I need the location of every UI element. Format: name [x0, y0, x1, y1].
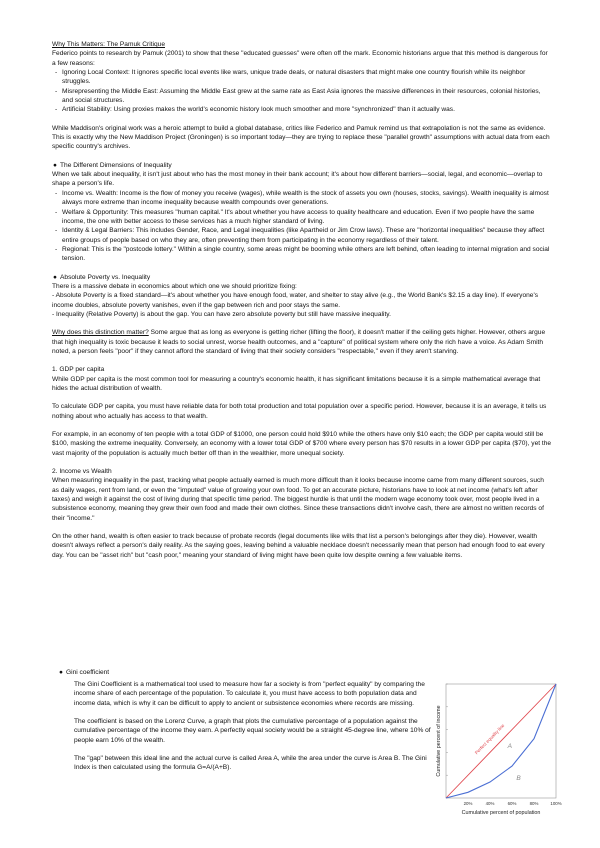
area-a-label: A	[507, 742, 512, 750]
x-axis-title: Cumulative percent of population	[461, 810, 541, 816]
bullet-icon: ●	[53, 273, 57, 281]
pamuk-intro: Federico points to research by Pamuk (2001) to show that these "educated guesses" were often off the mark. Economic historians argue that this method is dangerous for a few reasons:	[52, 50, 548, 67]
list-item: - Income vs. Wealth: Income is the flow of money you receive (wages), while wealth is the stock of assets you own (houses, stocks, savings). Wealth inequality is almost always more extreme than income inequality because wealth compounds over generations.	[52, 189, 552, 208]
gini-p3: The "gap" between this ideal line and the actual curve is called Area A, while the area under the curve is Area B. The Gini Index is then calculated using the formula G=A/(A+B).	[74, 755, 427, 772]
gini-p1: The Gini Coefficient is a mathematical tool used to measure how far a society is from "perfect equality" by comparing the income share of each percentage of the population. To calculate it, you must have access to both population data and income data, which is why it can be difficult to apply to ancient or subsistence economies where records are missing.	[74, 681, 425, 707]
gini-p2: The coefficient is based on the Lorenz Curve, a graph that plots the cumulative percentage of a population against the cumulative percentage of the income they earn. A perfectly equal society would be a straight 45-degree line, where 10% of people earn 10% of the wealth.	[74, 718, 431, 744]
dimensions-list	[52, 189, 552, 264]
list-item: - Artificial Stability: Using proxies makes the world's economic history look much smoother and more "synchronized" than it actually was.	[52, 105, 552, 114]
why-text: Some argue that as long as everyone is getting richer (lifting the floor), it doesn't matter if the ceiling gets higher. However, others argue that high inequality is toxic because it leads to social unrest, worse health outcomes, and a "capture" of political system where only the rich have a voice. As Adam Smith noted, a person feels "poor" if they cannot afford the standard of living that their society considers "respectable," even if they aren't starving.	[52, 329, 546, 355]
income-wealth-p2: On the other hand, wealth is often easier to track because of probate records (legal documents like wills that list a person's belongings after they die). However, wealth doesn't always reflect a person's daily reality. As the saying goes, leaving behind a valuable necklace doesn't necessarily mean that person had enough food to eat every day. You can be "asset rich" but "cash poor," meaning your standard of living might have been quite low despite owning a few valuable items.	[52, 533, 545, 559]
section-title-poverty	[52, 273, 552, 282]
list-item: - Ignoring Local Context: It ignores specific local events like wars, unique trade deals, or natural disasters that might make one country flourish while its neighbor struggles.	[52, 68, 552, 87]
gdp-p1: While GDP per capita is the most common tool for measuring a country's economic health, it has significant limitations because it is a simple mathematical average that hides the actual distribution of wealth.	[52, 375, 541, 392]
equality-line-label: Perfect equality line	[473, 723, 506, 756]
bullet-icon: ●	[53, 161, 57, 169]
x-tick-label: 20%	[463, 801, 473, 806]
poverty-intro: There is a massive debate in economics about which one we should prioritize fixing:	[52, 282, 297, 290]
pamuk-list	[52, 68, 552, 115]
gdp-p3: For example, in an economy of ten people with a total GDP of $1000, one person could hold $910 while the others have only $10 each; the GDP per capita would still be $100, masking the extreme inequality. Conversely, an economy with a lower total GDP of $700 where every person has $70 results in a lower GDP per capita ($70), yet the vast majority of the population is actually much better off than in the wealthier, more unequal society.	[52, 431, 552, 457]
bullet-icon: ●	[59, 669, 63, 676]
why-label: Why does this distinction matter?	[52, 329, 149, 337]
section-title-gdp: 1. GDP per capita	[52, 366, 105, 374]
heading-text: Gini coefficient	[66, 669, 110, 676]
poverty-why	[52, 328, 552, 356]
list-item: - Welfare & Opportunity: This measures "human capital." It's about whether you have access to quality healthcare and education. Even if two people have the same income, the one with better access to these services has a much higher standard of living.	[52, 208, 552, 227]
heading-text: The Different Dimensions of Inequality	[60, 161, 172, 169]
section-title-gini	[58, 668, 109, 677]
poverty-line-absolute: - Absolute Poverty is a fixed standard—it's about whether you have enough food, water, and shelter to stay alive (e.g., the World Bank's $2.15 a day line). If everyone's income doubles, absolute poverty vanishes, even if the gap between rich and poor stays the same.	[52, 292, 539, 309]
x-tick-label: 80%	[529, 801, 539, 806]
x-tick-label: 60%	[507, 801, 517, 806]
area-b-label: B	[516, 774, 521, 782]
section-title-dimensions	[52, 161, 552, 170]
section-title-income-wealth: 2. Income vs Wealth	[52, 468, 112, 476]
gini-text	[74, 680, 436, 773]
poverty-line-relative: - Inequality (Relative Poverty) is about the gap. You can have zero absolute poverty but still have massive inequality.	[52, 310, 391, 318]
x-tick-label: 40%	[485, 801, 495, 806]
document-body	[52, 40, 552, 560]
y-axis-title: Cumulative percent of income	[436, 705, 442, 777]
list-item: - Identity & Legal Barriers: This includes Gender, Race, and Legal inequalities (like Apartheid or Jim Crow laws). These are "horizontal inequalities" because they affect entire groups of people based on who they are, often preventing them from participating in the economy regardless of their talent.	[52, 226, 552, 245]
dimensions-intro: When we talk about inequality, it isn't just about who has the most money in their bank account; it's about how different barriers—social, legal, and economic—overlap to shape a person's life.	[52, 171, 543, 188]
gdp-p2: To calculate GDP per capita, you must have reliable data for both total production and total population over a specific period. However, because it is an average, it tells us nothing about who actually has access to that wealth.	[52, 403, 547, 420]
lorenz-curve-chart	[424, 676, 564, 826]
heading-text: Absolute Poverty vs. Inequality	[60, 273, 151, 281]
pamuk-closing: While Maddison's original work was a heroic attempt to build a global database, critics like Federico and Pamuk remind us that extrapolation is not the same as evidence. This is exactly why the New Maddison Project (Groningen) is so important today—they are trying to replace these "parallel growth" assumptions with actual data from each specific country's archives.	[52, 124, 550, 151]
section-title-pamuk: Why This Matters: The Pamuk Critique	[52, 41, 165, 48]
x-tick-label: 100%	[550, 801, 562, 806]
income-wealth-p1: When measuring inequality in the past, tracking what people actually earned is much more difficult than it looks because income came from many different sources, such as daily wages, rent from land, or even the "imputed" value of growing your own food. To get an accurate picture, historians have to look at net income (what's left after taxes) and weigh it against the cost of living during that specific time period. The biggest hurdle is that until the modern wage economy took over, most people lived in a subsistence economy, meaning they grew their own food and made their own clothes. Since these transactions didn't involve cash, there are almost no written records of their "income."	[52, 477, 544, 522]
list-item: - Misrepresenting the Middle East: Assuming the Middle East grew at the same rate as East Asia ignores the massive differences in their resources, colonial histories, and social structures.	[52, 87, 552, 106]
list-item: - Regional: This is the "postcode lottery." Within a single country, some areas might be booming while others are left behind, often leading to internal migration and social tension.	[52, 245, 552, 264]
